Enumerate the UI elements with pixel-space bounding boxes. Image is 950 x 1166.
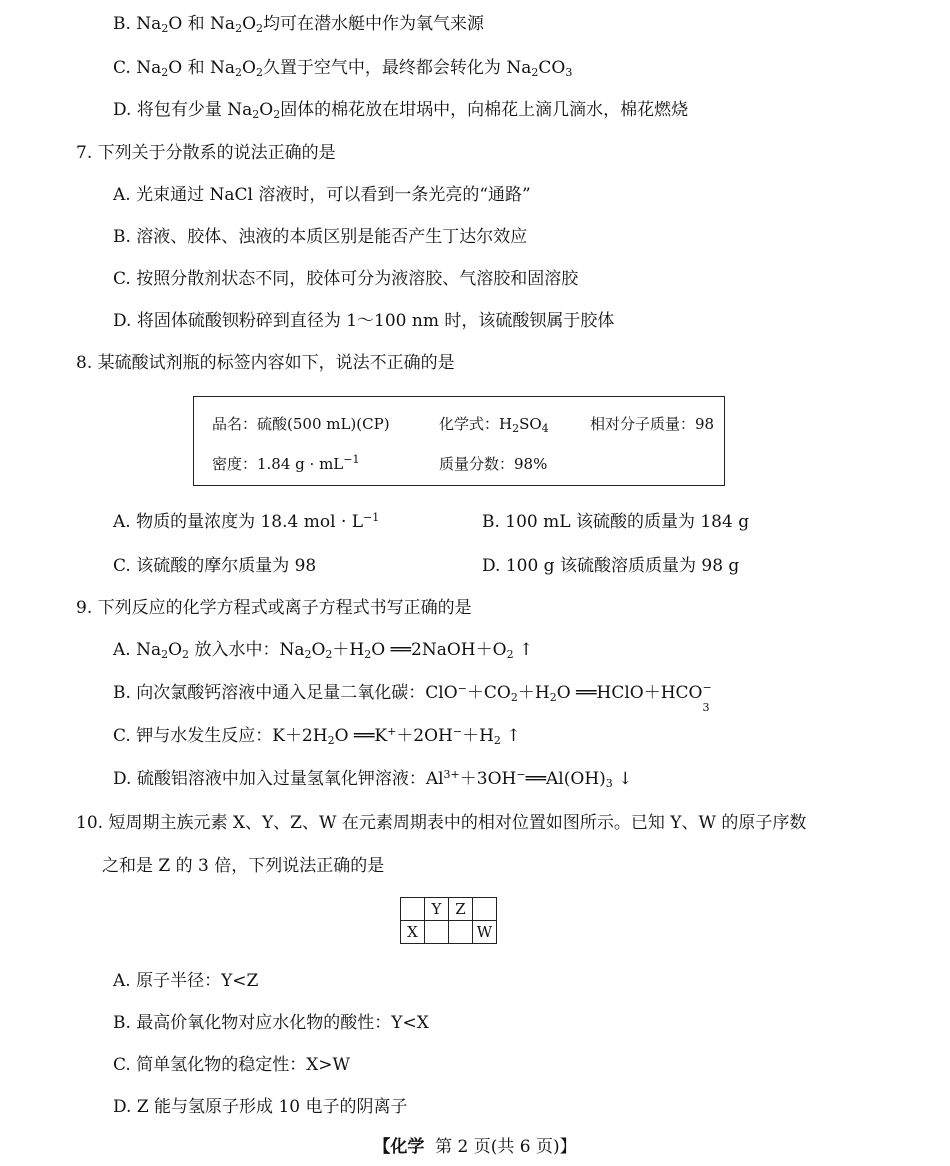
q9-option-b: B. 向次氯酸钙溶液中通入足量二氧化碳：$ClO^-+CO_2+H_2O$ ══HClO＋HCO − 3 [113, 681, 712, 714]
q6-option-d: D. 将包有少量 $Na_2O_2$固体的棉花放在坩埚中，向棉花上滴几滴水，棉花燃烧 [113, 100, 689, 121]
reagent-label-box [193, 396, 725, 486]
q6-option-c: C. $Na_2O$ 和 $Na_2O_2$久置于空气中，最终都会转化为 $Na_2CO_3$ [113, 58, 573, 79]
q9-option-c: C. 钾与水发生反应：$K+2H_2O$ $══K^++2OH^-+H_2$ ↑ [113, 725, 521, 747]
q10-option-d: D. Z 能与氢原子形成 10 电子的阴离子 [113, 1097, 408, 1117]
q8-option-d: D. 100 g 该硫酸溶质质量为 98 g [482, 556, 740, 576]
table-cell: Z [449, 898, 473, 921]
q10-option-a: A. 原子半径：Y<Z [113, 971, 259, 991]
label-molar-mass: 相对分子质量：98 [590, 415, 715, 433]
q7-option-c: C. 按照分散剂状态不同，胶体可分为液溶胶、气溶胶和固溶胶 [113, 269, 579, 289]
q9-option-d: D. 硫酸铝溶液中加入过量氢氧化钾溶液：$Al^{3+}+3OH^-══Al(OH)_3$ ↓ [113, 768, 633, 790]
q7-option-b: B. 溶液、胶体、浊液的本质区别是能否产生丁达尔效应 [113, 227, 528, 247]
label-product-name: 品名：硫酸(500 mL)(CP) [212, 415, 390, 433]
footer-subject: 【化学 [373, 1137, 425, 1157]
label-mass-fraction: 质量分数：98% [439, 455, 548, 473]
table-cell [473, 898, 497, 921]
label-formula: 化学式：$H_2SO_4$ [439, 415, 549, 435]
table-cell [425, 921, 449, 944]
table-row [401, 921, 497, 944]
q8-option-c: C. 该硫酸的摩尔质量为 98 [113, 556, 317, 576]
q8-stem: 8. 某硫酸试剂瓶的标签内容如下，说法不正确的是 [76, 353, 455, 373]
q9-option-a: A. $Na_2O_2$ 放入水中：$Na_2O_2+H_2O$ $══2NaOH+O_2$ ↑ [113, 640, 534, 661]
table-cell: X [401, 921, 425, 944]
table-row [401, 898, 497, 921]
q7-option-a: A. 光束通过 NaCl 溶液时，可以看到一条光亮的“通路” [113, 185, 531, 205]
page-footer [0, 1132, 950, 1157]
q7-stem: 7. 下列关于分散系的说法正确的是 [76, 143, 336, 163]
q8-option-a: A. 物质的量浓度为 18.4 mol · $L^{-1}$ [113, 511, 380, 532]
q10-option-c: C. 简单氢化物的稳定性：X>W [113, 1055, 351, 1075]
footer-page-number: 第 2 页(共 6 页)】 [435, 1137, 577, 1157]
q10-stem-line-2: 之和是 Z 的 3 倍，下列说法正确的是 [102, 856, 385, 876]
q6-option-b: B. $Na_2O$ 和 $Na_2O_2$均可在潜水艇中作为氧气来源 [113, 14, 485, 35]
periodic-table-fragment [400, 897, 497, 944]
q8-option-b: B. 100 mL 该硫酸的质量为 184 g [482, 512, 750, 532]
table-cell [401, 898, 425, 921]
q10-option-b: B. 最高价氧化物对应水化物的酸性：Y<X [113, 1013, 429, 1033]
label-density: 密度：1.84 $g \cdot mL^{-1}$ [212, 453, 360, 473]
table-cell: W [473, 921, 497, 944]
q9-stem: 9. 下列反应的化学方程式或离子方程式书写正确的是 [76, 598, 472, 618]
table-cell [449, 921, 473, 944]
table-cell: Y [425, 898, 449, 921]
q7-option-d: D. 将固体硫酸钡粉碎到直径为 1～100 nm 时，该硫酸钡属于胶体 [113, 311, 615, 331]
q10-stem-line-1: 10. 短周期主族元素 X、Y、Z、W 在元素周期表中的相对位置如图所示。已知 Y、W 的原子序数 [76, 813, 807, 833]
